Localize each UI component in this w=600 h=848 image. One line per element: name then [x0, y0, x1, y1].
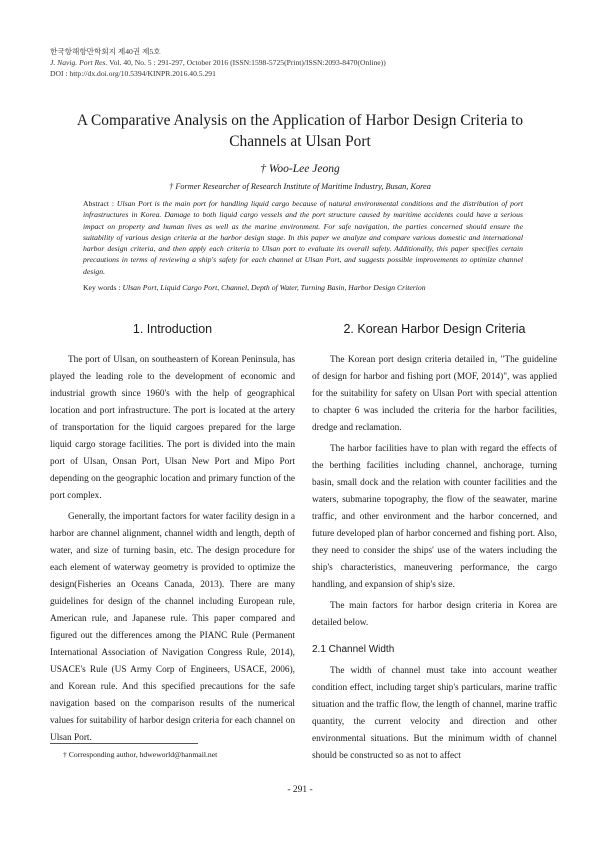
- journal-header: [50, 46, 386, 79]
- criteria-paragraph-3: The main factors for harbor design criteria in Korea are detailed below.: [312, 601, 557, 628]
- page-number: - 291 -: [287, 785, 313, 795]
- section-heading-harbor-criteria: 2. Korean Harbor Design Criteria: [343, 322, 526, 336]
- keywords-label: Key words :: [83, 283, 123, 292]
- author-name: † Woo-Lee Jeong: [260, 163, 340, 175]
- journal-citation: [50, 57, 386, 68]
- intro-paragraph-1: The port of Ulsan, on southeastern of Korean Peninsula, has played the leading role to the development of economic and industrial growth since 1960's with the help of geographical location and port infrastructure. The port is located at the artery of transportation for the liquid cargoes prepared for the large liquid cargo storage facilities. The port is divided into the main port of Ulsan, Onsan Port, Ulsan New Port and Mipo Port depending on the geographic location and primary function of the port complex.: [50, 355, 295, 501]
- abstract-label: Abstract :: [83, 199, 117, 208]
- author-affiliation: † Former Researcher of Research Institute of Maritime Industry, Busan, Korea: [169, 182, 431, 191]
- channel-width-paragraph: The width of channel must take into account weather condition effect, including target ship's particulars, marine traffic situation and the traffic flow, the length of channel, marine traffic quantity, the current velocity and direction and other environmental situations. But the minimum width of channel should be constructed so as not to affect: [312, 666, 557, 761]
- right-column: [312, 352, 557, 765]
- journal-volume-info: Vol. 40, No. 5 : 291-297, October 2016 (ISSN:1598-5725(Print)/ISSN:2093-8470(Online)): [107, 58, 386, 67]
- abstract-text: Ulsan Port is the main port for handling liquid cargo because of natural environmental conditions and the distribution of port infrastructures in Korea. Damage to both liquid cargo vessels and the port structure caused by maritime accidents could have a serious impact on property and human lives as well as the marine environment. For safe navigation, the parties concerned should ensure the suitability of various design criteria at the harbor design stage. In this paper we analyze and compare various domestic and international harbor design criteria, and then apply each criteria to Ulsan port to evaluate its overall safety. Additionally, this paper specifies certain precautions in terms of reviewing a ship's safety for each channel at Ulsan Port, and suggests possible improvements to optimize channel design.: [83, 199, 523, 276]
- keywords: [83, 282, 543, 293]
- journal-korean-name: 한국항해항만학회지 제40권 제5호: [50, 47, 161, 56]
- left-column: [50, 352, 295, 747]
- criteria-paragraph-1: The Korean port design criteria detailed in, "The guideline of design for harbor and fishing port (MOF, 2014)", was applied for the suitability for safety on Ulsan Port with special attention to chapter 6 was included the criteria for the harbor facilities, dredge and reclamation.: [312, 355, 557, 433]
- footnote-divider: [50, 743, 198, 744]
- subsection-heading-channel-width: 2.1 Channel Width: [312, 644, 395, 655]
- criteria-paragraph-2: The harbor facilities have to plan with regard the effects of the berthing facilities including channel, anchorage, turning basin, small dock and the relation with counter facilities and the waters, submarine topography, the flow of the seawater, marine traffic, and other environment and the harbor concerned, and future developed plan of harbor concerned and fishing port. Also, they need to consider the ships' use of the waters including the ship's characteristics, maneuvering performance, the cargo handling, and expansion of ship's size.: [312, 444, 557, 590]
- keywords-text: Ulsan Port, Liquid Cargo Port, Channel, Depth of Water, Turning Basin, Harbor Design Criterion: [122, 283, 426, 292]
- abstract: [83, 198, 523, 277]
- section-heading-introduction: 1. Introduction: [132, 322, 213, 336]
- intro-paragraph-2: Generally, the important factors for water facility design in a harbor are channel alignment, channel width and length, depth of water, and size of turning basin, etc. The design procedure for each element of waterway geometry is provided to optimize the design(Fisheries an Oceans Canada, 2013). There are many guidelines for design of the channel including European rule, American rule, and Japanese rule. This paper compared and figured out the differences among the PIANC Rule (Permanent International Association of Navigation Congress Rule, 2014), USACE's Rule (US Army Corp of Engineers, USACE, 2006), and Korean rule. And this specified precautions for the safe navigation based on the comparison results of the numerical values for suitability of harbor design criteria for each channel on Ulsan Port.: [50, 512, 295, 743]
- corresponding-author-footnote: † Corresponding author, hdweworld@hanmail.net: [63, 750, 218, 759]
- journal-abbrev: J. Navig. Port Res.: [50, 58, 108, 67]
- paper-title: A Comparative Analysis on the Application of Harbor Design Criteria to Channels at Ulsan Port: [76, 112, 524, 150]
- doi-link[interactable]: DOI : http://dx.doi.org/10.5394/KINPR.2016.40.5.291: [50, 69, 216, 78]
